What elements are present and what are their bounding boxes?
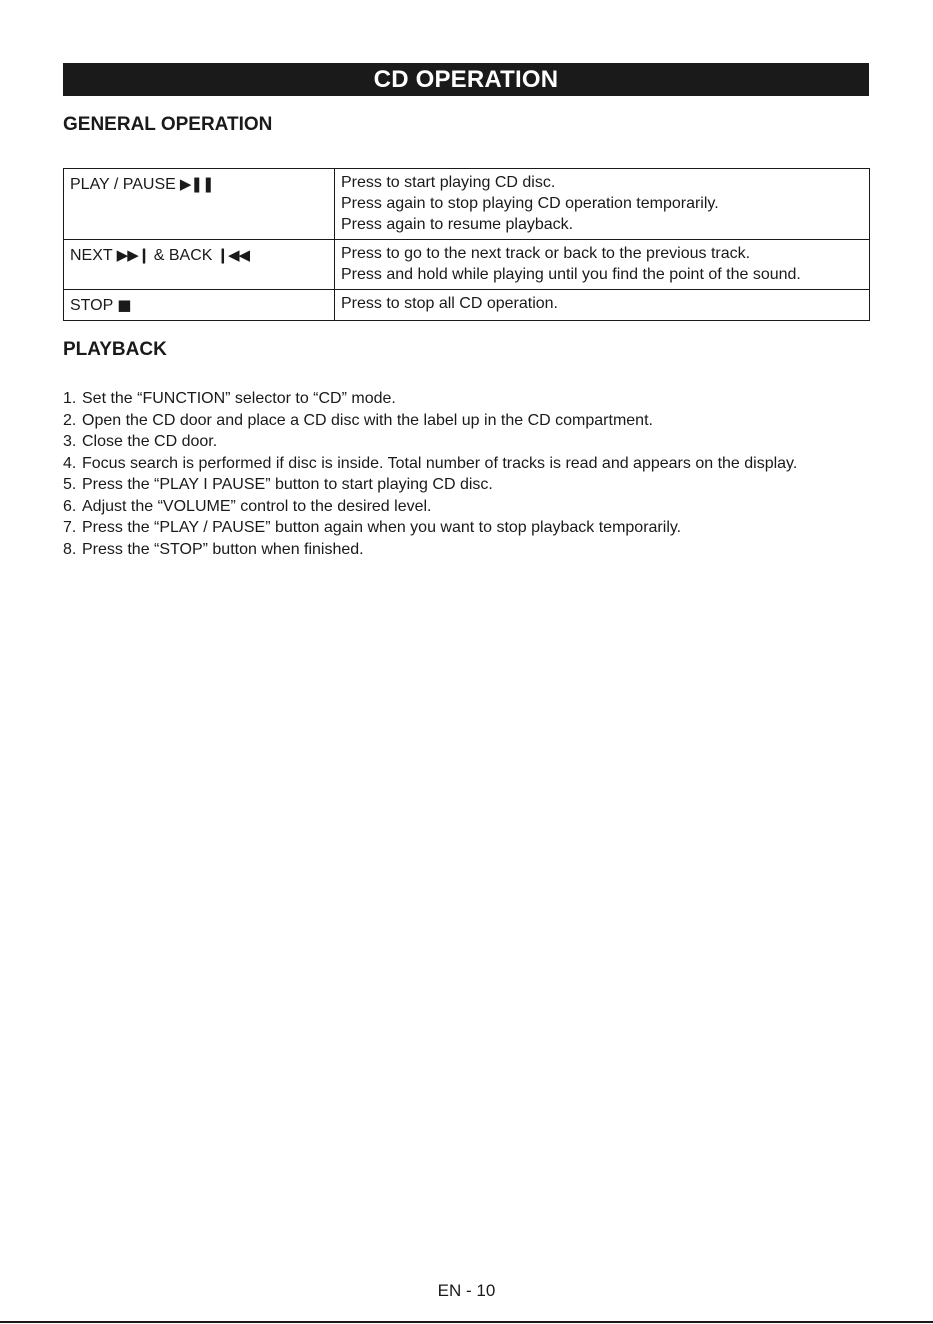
description-line: Press to start playing CD disc. (341, 174, 556, 191)
description-line: Press to go to the next track or back to the previous track. (341, 245, 751, 262)
step-text: Set the “FUNCTION” selector to “CD” mode. (82, 390, 396, 407)
list-item (63, 539, 863, 561)
step-text: Press the “PLAY I PAUSE” button to start playing CD disc. (82, 476, 493, 493)
previous-track-icon: ❙◀◀ (216, 246, 250, 264)
control-name-cell (64, 290, 335, 321)
bottom-divider (0, 1321, 933, 1323)
table-row-play-pause (64, 169, 870, 240)
playback-steps-list (63, 388, 863, 560)
description-line: Press to stop all CD operation. (341, 295, 558, 312)
step-text: Close the CD door. (82, 433, 218, 450)
description-cell (335, 169, 870, 240)
step-text: Focus search is performed if disc is inside. Total number of tracks is read and appears on the display. (82, 454, 798, 472)
stop-icon: ■ (117, 296, 131, 314)
table-row-stop (64, 290, 870, 321)
control-label-next: NEXT (70, 247, 113, 264)
step-number: 7. (63, 519, 77, 536)
control-label-play-pause: PLAY / PAUSE (70, 176, 176, 193)
page-number: EN - 10 (437, 1281, 496, 1300)
description-line: Press and hold while playing until you find the point of the sound. (341, 266, 801, 283)
description-line: Press again to resume playback. (341, 216, 574, 233)
step-number: 5. (63, 476, 77, 493)
list-item (63, 496, 863, 518)
step-number: 2. (63, 411, 77, 429)
description-line: Press again to stop playing CD operation temporarily. (341, 195, 719, 212)
control-name-cell (64, 169, 335, 240)
play-pause-icon: ▶❚❚ (179, 175, 214, 193)
next-track-icon: ▶▶❙ (116, 246, 150, 264)
list-item (63, 410, 863, 432)
step-text: Adjust the “VOLUME” control to the desired level. (82, 497, 432, 515)
step-number: 6. (63, 497, 77, 515)
step-number: 3. (63, 433, 77, 450)
description-cell (335, 240, 870, 290)
list-item (63, 388, 863, 410)
table-row-next-back (64, 240, 870, 290)
step-text: Press the “STOP” button when finished. (82, 540, 364, 558)
description-cell (335, 290, 870, 321)
playback-heading: PLAYBACK (63, 339, 167, 360)
step-number: 4. (63, 454, 77, 472)
list-item (63, 431, 863, 453)
control-label-back: & BACK (153, 247, 213, 264)
control-name-cell (64, 240, 335, 290)
list-item (63, 474, 863, 496)
list-item (63, 453, 863, 475)
general-operation-heading: GENERAL OPERATION (63, 114, 273, 135)
control-label-stop: STOP (70, 297, 114, 314)
page-title: CD OPERATION (63, 63, 869, 96)
list-item (63, 517, 863, 539)
general-operation-table (63, 168, 870, 321)
step-number: 8. (63, 540, 77, 558)
step-text: Open the CD door and place a CD disc with the label up in the CD compartment. (82, 411, 653, 429)
step-text: Press the “PLAY / PAUSE” button again when you want to stop playback temporarily. (82, 519, 682, 536)
step-number: 1. (63, 390, 77, 407)
